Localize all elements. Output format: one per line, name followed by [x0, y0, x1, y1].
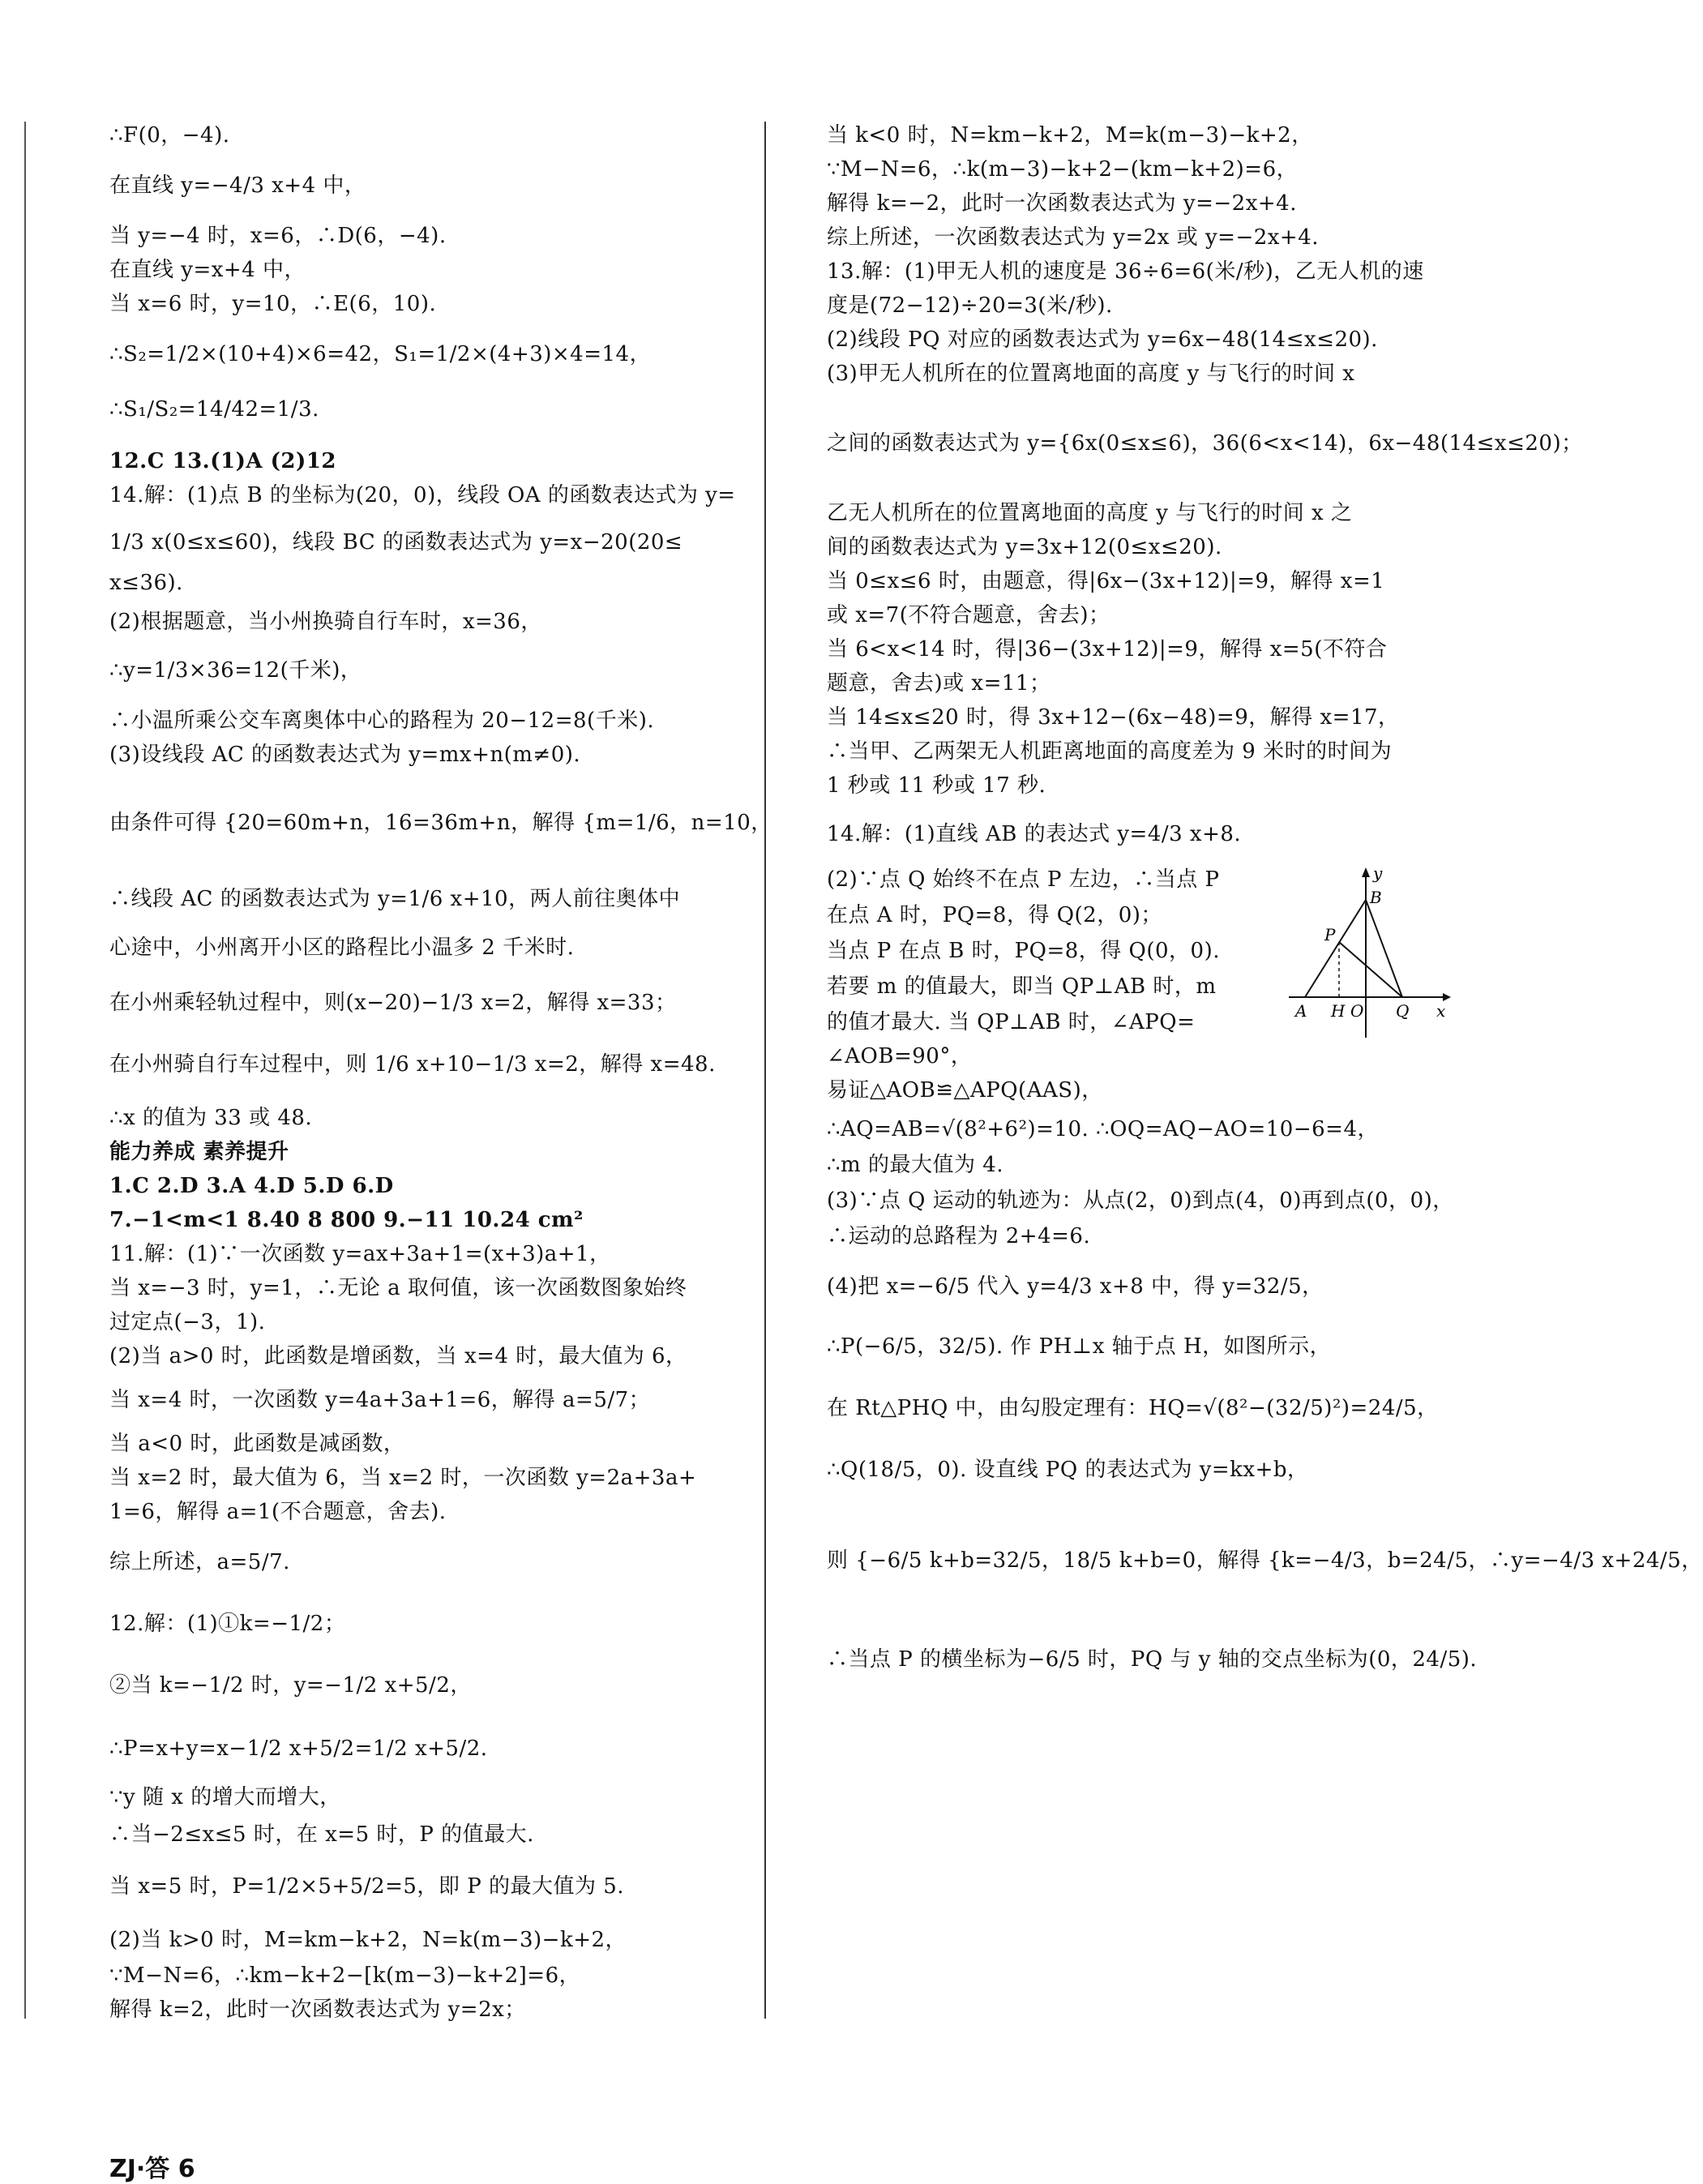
label-p: P: [1324, 925, 1336, 944]
text-line: ∴S₁/S₂=14/42=1/3.: [109, 397, 319, 422]
answer-line: 1.C 2.D 3.A 4.D 5.D 6.D: [109, 1174, 394, 1198]
text-line: ∴m 的最大值为 4.: [827, 1153, 1004, 1177]
y-axis-arrow: [1362, 867, 1370, 877]
text-line: ∴P=x+y=x−1/2 x+5/2=1/2 x+5/2.: [109, 1736, 488, 1761]
text-line: 解得 k=2，此时一次函数表达式为 y=2x；: [109, 1998, 526, 2022]
text-line: ∴y=1/3×36=12(千米)，: [109, 658, 362, 683]
text-line: ∴Q(18/5，0). 设直线 PQ 的表达式为 y=kx+b，: [827, 1458, 1309, 1482]
problem-14-line: 14.解：(1)点 B 的坐标为(20，0)，线段 OA 的函数表达式为 y=: [109, 483, 736, 507]
text-line: (2)线段 PQ 对应的函数表达式为 y=6x−48(14≤x≤20).: [827, 328, 1378, 352]
text-line: ∴小温所乘公交车离奥体中心的路程为 20−12=8(千米).: [109, 709, 655, 733]
text-line: 题意，舍去)或 x=11；: [827, 671, 1051, 696]
coordinate-sketch: [1289, 863, 1451, 1038]
text-line: 当点 P 在点 B 时，PQ=8，得 Q(0，0).: [827, 939, 1221, 963]
text-line: ∠AOB=90°，: [827, 1044, 973, 1068]
text-line: 综上所述，a=5/7.: [109, 1550, 290, 1574]
text-line: 综上所述，一次函数表达式为 y=2x 或 y=−2x+4.: [827, 225, 1320, 250]
text-line: 当 x=−3 时，y=1，∴无论 a 取何值，该一次函数图象始终: [109, 1276, 687, 1300]
text-line: ∴S₂=1/2×(10+4)×6=42，S₁=1/2×(4+3)×4=14，: [109, 342, 652, 366]
text-line: ②当 k=−1/2 时，y=−1/2 x+5/2，: [109, 1673, 472, 1698]
text-line: 解得 k=−2，此时一次函数表达式为 y=−2x+4.: [827, 191, 1297, 216]
text-line: 度是(72−12)÷20=3(米/秒).: [827, 293, 1113, 318]
text-line: ∴当甲、乙两架无人机距离地面的高度差为 9 米时的时间为: [827, 739, 1393, 764]
text-line: 当 x=5 时，P=1/2×5+5/2=5，即 P 的最大值为 5.: [109, 1874, 625, 1899]
text-line: 在小州骑自行车过程中，则 1/6 x+10−1/3 x=2，解得 x=48.: [109, 1052, 716, 1077]
text-line: 在小州乘轻轨过程中，则(x−20)−1/3 x=2，解得 x=33；: [109, 991, 677, 1015]
text-line: 当 x=2 时，最大值为 6，当 x=2 时，一次函数 y=2a+3a+: [109, 1466, 697, 1490]
text-line: (2)当 a>0 时，此函数是增函数，当 x=4 时，最大值为 6，: [109, 1344, 687, 1368]
text-line: ∴AQ=AB=√(8²+6²)=10. ∴OQ=AQ−AO=10−6=4，: [827, 1117, 1380, 1141]
label-a: A: [1295, 1001, 1307, 1021]
line-bq: [1366, 900, 1402, 997]
text-line: 当 k<0 时，N=km−k+2，M=k(m−3)−k+2，: [827, 123, 1313, 148]
text-line: ∴P(−6/5，32/5). 作 PH⊥x 轴于点 H，如图所示，: [827, 1334, 1332, 1359]
text-line: ∵M−N=6，∴km−k+2−[k(m−3)−k+2]=6，: [109, 1963, 581, 1988]
text-line: 的值才最大. 当 QP⊥AB 时，∠APQ=: [827, 1010, 1196, 1034]
text-line: (2)∵点 Q 始终不在点 P 左边，∴当点 P: [827, 867, 1220, 892]
text-line: 1/3 x(0≤x≤60)，线段 BC 的函数表达式为 y=x−20(20≤: [109, 530, 683, 555]
text-line: 当 x=4 时，一次函数 y=4a+3a+1=6，解得 a=5/7；: [109, 1388, 651, 1412]
label-x: x: [1436, 1001, 1446, 1021]
left-margin-rule: [24, 122, 26, 2019]
problem-13-line: 13.解：(1)甲无人机的速度是 36÷6=6(米/秒)，乙无人机的速: [827, 259, 1424, 284]
label-h: H: [1331, 1001, 1346, 1021]
page-footer: ZJ·答 6: [109, 2155, 195, 2183]
text-line: ∵M−N=6，∴k(m−3)−k+2−(km−k+2)=6，: [827, 157, 1299, 182]
text-line: 当 0≤x≤6 时，由题意，得|6x−(3x+12)|=9，解得 x=1: [827, 569, 1385, 593]
text-line: ∴线段 AC 的函数表达式为 y=1/6 x+10，两人前往奥体中: [109, 887, 681, 911]
text-line: 或 x=7(不符合题意，舍去)；: [827, 603, 1110, 627]
text-line: 若要 m 的值最大，即当 QP⊥AB 时，m: [827, 974, 1217, 999]
text-line: 当 14≤x≤20 时，得 3x+12−(6x−48)=9，解得 x=17，: [827, 705, 1400, 730]
answer-line: 7.−1<m<1 8.40 8 800 9.−11 10.24 cm²: [109, 1208, 584, 1232]
column-divider: [764, 122, 766, 2019]
text-line: 在直线 y=x+4 中，: [109, 258, 306, 282]
text-line: 当 6<x<14 时，得|36−(3x+12)|=9，解得 x=5(不符合: [827, 637, 1388, 662]
text-line: 在直线 y=−4/3 x+4 中，: [109, 173, 366, 198]
text-line: 间的函数表达式为 y=3x+12(0≤x≤20).: [827, 535, 1222, 559]
text-line: 当 y=−4 时，x=6，∴D(6，−4).: [109, 224, 447, 248]
piecewise-line: 之间的函数表达式为 y={6x(0≤x≤6)，36(6<x<14)，6x−48(14≤x≤20)；: [827, 431, 1583, 456]
problem-11-line: 11.解：(1)∵一次函数 y=ax+3a+1=(x+3)a+1，: [109, 1242, 611, 1266]
text-line: 心途中，小州离开小区的路程比小温多 2 千米时.: [109, 936, 575, 960]
text-line: 在 Rt△PHQ 中，由勾股定理有：HQ=√(8²−(32/5)²)=24/5，: [827, 1396, 1439, 1420]
text-line: 当 x=6 时，y=10，∴E(6，10).: [109, 292, 437, 316]
line-ab: [1305, 900, 1366, 997]
text-line: (2)根据题意，当小州换骑自行车时，x=36，: [109, 610, 542, 634]
text-line: ∴F(0，−4).: [109, 123, 230, 148]
section-heading: 能力养成 素养提升: [109, 1140, 289, 1164]
system-line: 由条件可得 {20=60m+n，16=36m+n，解得 {m=1/6，n=10，: [109, 811, 772, 835]
answer-line: 12.C 13.(1)A (2)12: [109, 449, 337, 473]
problem-14-line: 14.解：(1)直线 AB 的表达式 y=4/3 x+8.: [827, 822, 1242, 846]
text-line: (3)甲无人机所在的位置离地面的高度 y 与飞行的时间 x: [827, 362, 1355, 386]
label-o: O: [1350, 1001, 1364, 1021]
text-line: 当 a<0 时，此函数是减函数，: [109, 1432, 405, 1456]
text-line: 过定点(−3，1).: [109, 1310, 266, 1334]
text-line: (3)设线段 AC 的函数表达式为 y=mx+n(m≠0).: [109, 743, 581, 767]
text-line: (4)把 x=−6/5 代入 y=4/3 x+8 中，得 y=32/5，: [827, 1274, 1324, 1299]
label-y: y: [1373, 863, 1383, 883]
text-line: 易证△AOB≌△APQ(AAS)，: [827, 1078, 1103, 1103]
text-line: ∵y 随 x 的增大而增大，: [109, 1785, 341, 1809]
text-line: (3)∵点 Q 运动的轨迹为：从点(2，0)到点(4，0)再到点(0，0)，: [827, 1188, 1454, 1213]
system-line: 则 {−6/5 k+b=32/5，18/5 k+b=0，解得 {k=−4/3，b=24/5，∴y=−4/3 x+24/5，: [827, 1548, 1703, 1573]
x-axis-arrow: [1443, 993, 1451, 1001]
label-b: B: [1370, 888, 1382, 907]
label-q: Q: [1396, 1001, 1410, 1021]
text-line: 乙无人机所在的位置离地面的高度 y 与飞行的时间 x 之: [827, 501, 1353, 525]
text-line: 1 秒或 11 秒或 17 秒.: [827, 773, 1046, 798]
text-line: 在点 A 时，PQ=8，得 Q(2，0)；: [827, 903, 1162, 927]
problem-12-line: 12.解：(1)①k=−1/2；: [109, 1612, 346, 1636]
text-line: ∴x 的值为 33 或 48.: [109, 1106, 313, 1130]
text-line: ∴当点 P 的横坐标为−6/5 时，PQ 与 y 轴的交点坐标为(0，24/5).: [827, 1647, 1478, 1672]
text-line: (2)当 k>0 时，M=km−k+2，N=k(m−3)−k+2，: [109, 1928, 627, 1952]
text-line: 1=6，解得 a=1(不合题意，舍去).: [109, 1500, 447, 1524]
text-line: x≤36).: [109, 571, 183, 595]
text-line: ∴运动的总路程为 2+4=6.: [827, 1224, 1091, 1248]
text-line: ∴当−2≤x≤5 时，在 x=5 时，P 的值最大.: [109, 1822, 534, 1847]
